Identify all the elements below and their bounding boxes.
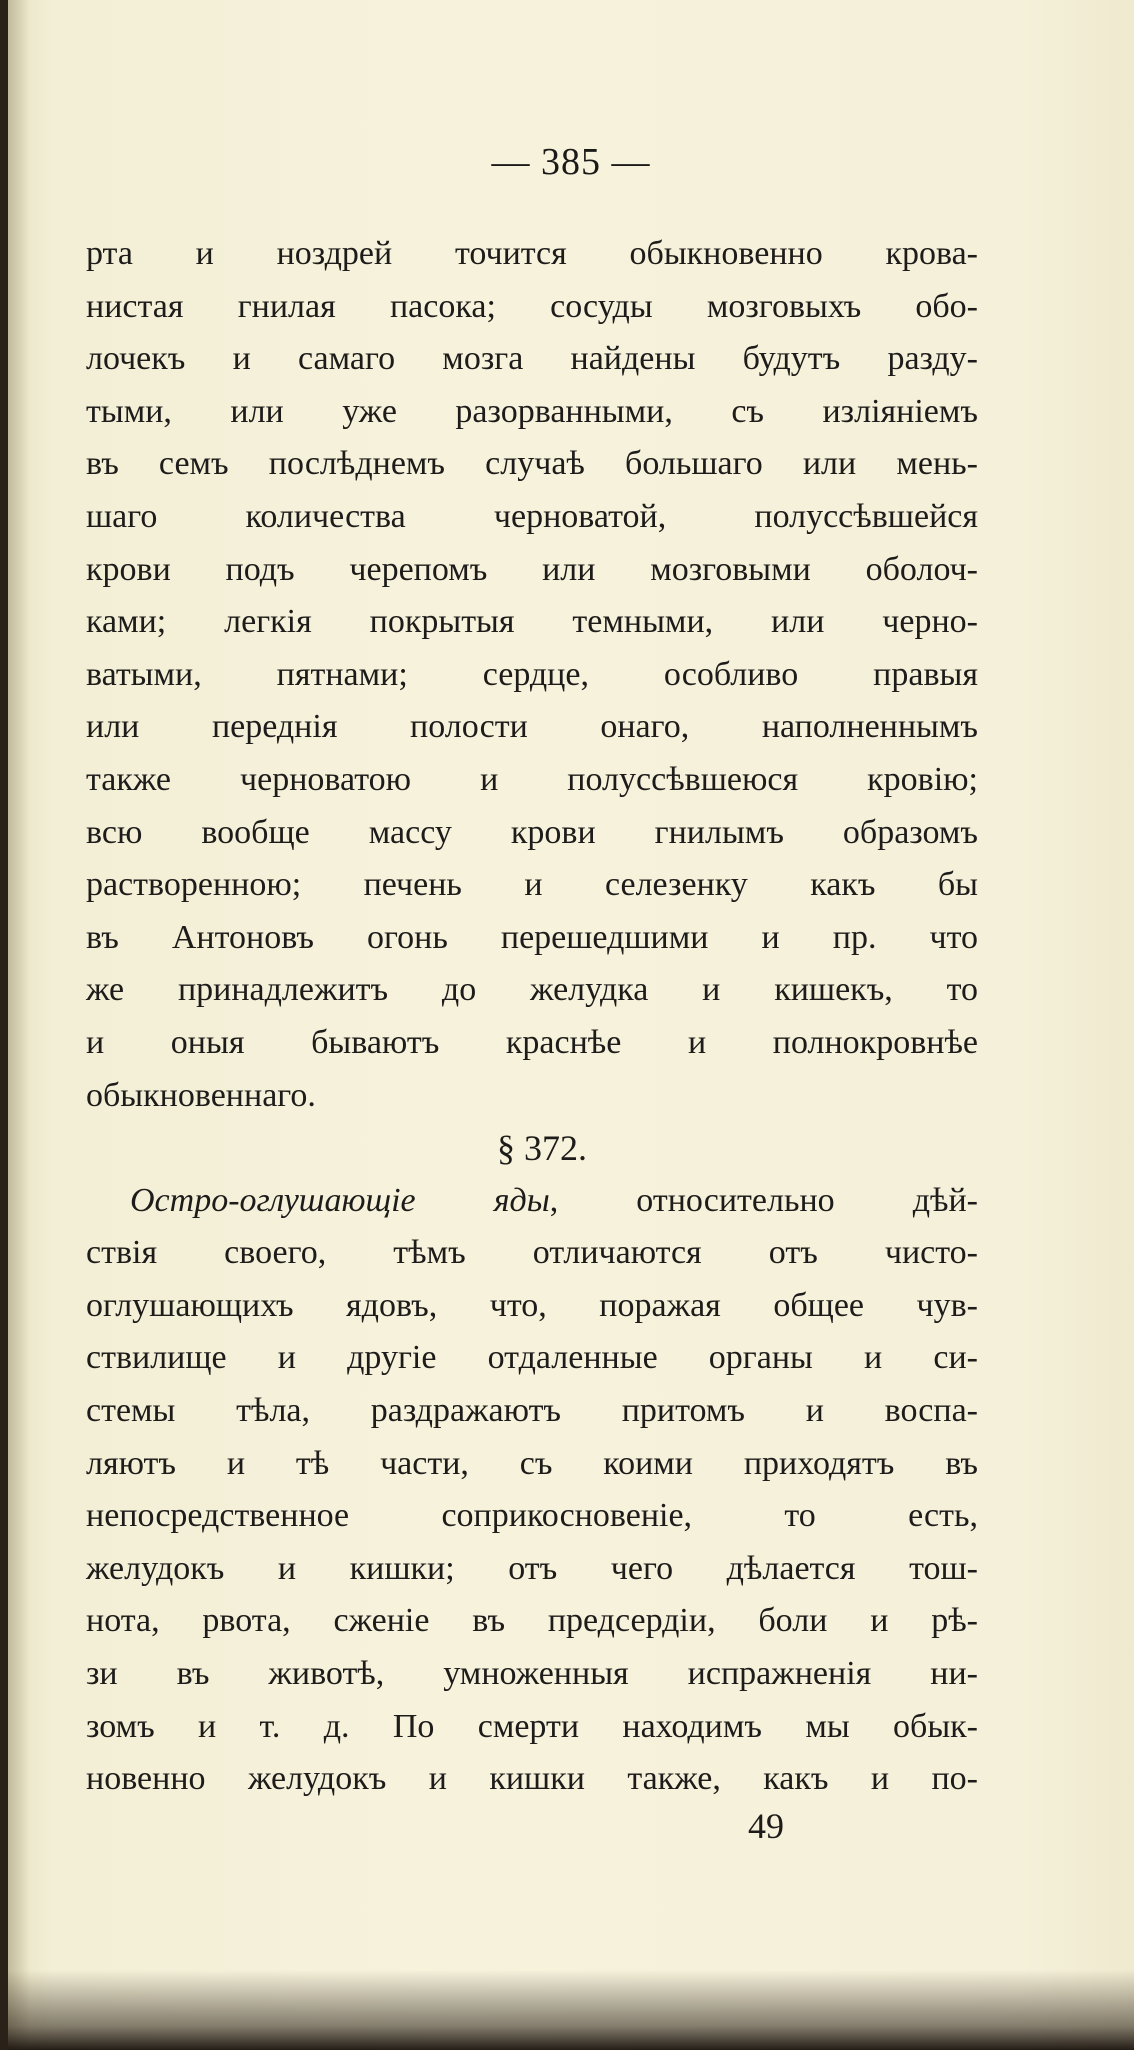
- text-line: шаго количества черноватой, полуссѣвшейся: [86, 497, 978, 535]
- text-line: желудокъ и кишки; отъ чего дѣлается тош-: [86, 1549, 978, 1587]
- text-line: ствiя своего, тѣмъ отличаются отъ чисто-: [86, 1234, 978, 1272]
- text-line: крови подъ черепомъ или мозговыми оболоч-: [86, 550, 978, 588]
- lead-line-rest: , относительно дѣй-: [549, 1181, 978, 1219]
- text-line: рта и ноздрей точится обыкновенно крова-: [86, 235, 978, 272]
- text-line: ствилище и другiе отдаленные органы и си-: [86, 1339, 978, 1377]
- book-page: [8, 0, 1134, 2050]
- text-line: также черноватою и полуссѣвшеюся кровiю;: [86, 760, 978, 798]
- text-line: ляютъ и тѣ части, съ коими приходятъ въ: [86, 1444, 978, 1482]
- text-line: зи въ животѣ, умноженныя испражненiя ни-: [86, 1655, 978, 1693]
- body-text: [86, 228, 978, 1806]
- page-number-header: — 385 —: [491, 141, 651, 183]
- text-line: нота, рвота, сженiе въ предсердiи, боли и рѣ-: [86, 1602, 978, 1640]
- text-line: всю вообще массу крови гнилымъ образомъ: [86, 813, 978, 851]
- text-line: стемы тѣла, раздражаютъ притомъ и воспа-: [86, 1392, 978, 1430]
- text-line: оглушающихъ ядовъ, что, поражая общее чув-: [86, 1286, 978, 1324]
- page-edge-shadow: [8, 1970, 1134, 2050]
- text-line: въ семъ послѣднемъ случаѣ большаго или мень-: [86, 445, 978, 483]
- text-line: тыми, или уже разорванными, съ излiянiемъ: [86, 392, 978, 430]
- text-line: въ Антоновъ огонь перешедшими и пр. что: [86, 918, 978, 956]
- emphasized-term: Остро-оглушающiе яды: [130, 1181, 550, 1219]
- text-line: и оныя бываютъ краснѣе и полнокровнѣе: [86, 1023, 978, 1061]
- text-line: обыкновеннаго.: [86, 1076, 316, 1114]
- text-line: новенно желудокъ и кишки также, какъ и по-: [86, 1760, 978, 1798]
- text-line: зомъ и т. д. По смерти находимъ мы обык-: [86, 1707, 978, 1745]
- signature-mark: 49: [748, 1806, 784, 1846]
- text-line: ватыми, пятнами; сердце, особливо правыя: [86, 655, 978, 693]
- text-line: же принадлежитъ до желудка и кишекъ, то: [86, 971, 978, 1009]
- text-line: растворенною; печень и селезенку какъ бы: [86, 866, 978, 904]
- section-heading: § 372.: [497, 1128, 587, 1169]
- text-line: нистая гнилая пасока; сосуды мозговыхъ обо-: [86, 287, 978, 325]
- text-line: непосредственное соприкосновенiе, то есть,: [86, 1497, 978, 1535]
- text-line: ками; легкiя покрытыя темными, или черно-: [86, 603, 978, 641]
- text-line: лочекъ и самаго мозга найдены будутъ разду-: [86, 340, 978, 378]
- text-line-lead: [86, 1175, 978, 1228]
- text-line: или переднiя полости онаго, наполненнымъ: [86, 708, 978, 746]
